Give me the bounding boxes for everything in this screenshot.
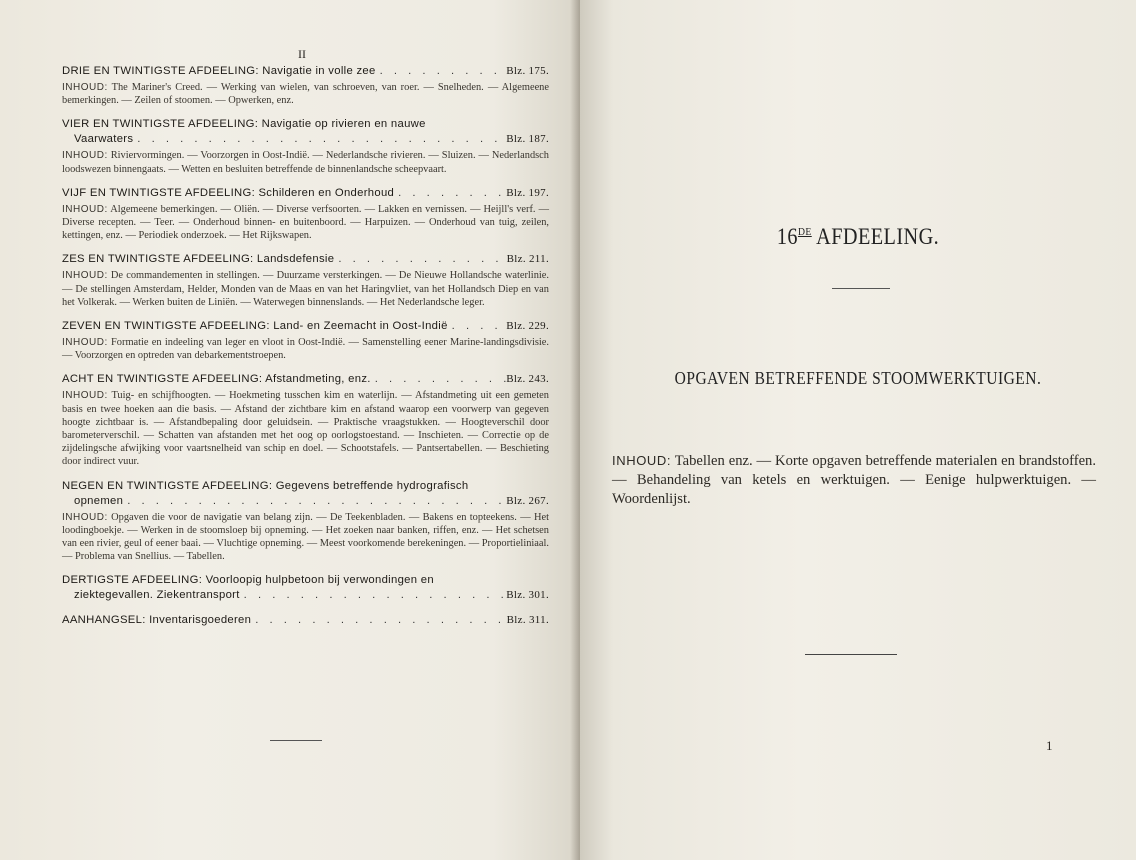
inhoud-label: INHOUD: <box>612 453 672 468</box>
divider-rule <box>270 740 322 741</box>
toc-entry-title-continued <box>62 588 549 603</box>
dot-leader <box>448 319 507 334</box>
toc-entry <box>62 252 549 309</box>
toc-entry-title-line2: Vaarwaters <box>74 133 134 146</box>
section-title <box>613 224 1102 250</box>
title-divider <box>832 288 890 289</box>
inhoud-label: INHOUD: <box>62 150 108 162</box>
toc-entry-title: DRIE EN TWINTIGSTE AFDEELING: Navigatie in volle zee <box>62 65 376 77</box>
toc-entry-page: Blz. 187. <box>506 133 549 146</box>
toc-entry-heading <box>62 186 549 201</box>
toc-entry-contents <box>62 203 549 243</box>
toc-entry-page: Blz. 175. <box>506 65 549 77</box>
toc-entry-description: De commandementen in stellingen. — Duurzame versterkingen. — De Nieuwe Hollandsche waterlinie. — De stellingen Amsterdam, Helder, Monden van de Maas en van het Haringvliet, van het Hollandsch Diep en van het Volkerak. — Werken buiten de Liniën. — Waterwegen binnenslands. — Het Nederlandsche leger. <box>62 270 549 308</box>
toc-entry-heading <box>62 117 549 147</box>
section-subtitle: OPGAVEN BETREFFENDE STOOMWERKTUIGEN. <box>674 368 1042 388</box>
inhoud-label: INHOUD: <box>62 390 108 402</box>
toc-entry-title: VIER EN TWINTIGSTE AFDEELING: Navigatie op rivieren en nauwe <box>62 118 426 131</box>
section-number-suffix: DE <box>797 226 812 238</box>
toc-entry <box>62 186 549 243</box>
toc-entry-heading <box>62 613 549 628</box>
inhoud-label: INHOUD: <box>62 82 108 93</box>
toc-entry-title-continued <box>62 494 549 509</box>
toc-entry-title: NEGEN EN TWINTIGSTE AFDEELING: Gegevens betreffende hydrografisch <box>62 479 469 492</box>
toc-entry-heading <box>62 573 549 603</box>
dot-leader <box>123 494 506 509</box>
toc-entry <box>62 573 549 603</box>
toc-entry-page: Blz. 267. <box>506 494 549 507</box>
closing-divider <box>805 654 897 655</box>
dot-leader <box>334 252 506 267</box>
toc-entry-title: AANHANGSEL: Inventarisgoederen <box>62 614 252 627</box>
toc-entry-title: DERTIGSTE AFDEELING: Voorloopig hulpbetoon bij verwondingen en <box>62 574 434 587</box>
toc-entry-heading <box>62 372 549 387</box>
dot-leader <box>376 64 507 79</box>
toc-entry-page: Blz. 211. <box>506 253 549 266</box>
toc-entry-heading <box>62 319 549 334</box>
dot-leader <box>133 132 506 147</box>
toc-entry-heading <box>62 64 549 79</box>
toc-entry-title: VIJF EN TWINTIGSTE AFDEELING: Schilderen en Onderhoud <box>62 186 395 199</box>
toc-entry-title-line2: opnemen <box>74 494 124 507</box>
dot-leader <box>394 186 506 201</box>
toc-entry-contents <box>62 511 549 564</box>
section-contents <box>612 452 1096 508</box>
toc-entry-contents <box>62 336 549 362</box>
toc-entry-page: Blz. 301. <box>506 589 549 602</box>
toc-entry-description: Tuig- en schijfhoogten. — Hoekmeting tusschen kim en waterlijn. — Afstandmeting uit een gemeten basis en twee hoeken aan die basis. — Afstand der zichtbare kim en afstand waarop een voorwerp van gegeven hoogte zichtbaar is. — Afstandbepaling door geluidsein. — Praktische vraagstukken. — Hoogteverschil door barometerverschil. — Schatten van afstanden met het oog op oorlogstoestand. — Inschieten. — Correctie op de zijdelingsche afwijking voor vaartsnelheid van schip en doel. — Schootstafels. — Pantsertabellen. — Beschieting door indirect vuur. <box>62 390 549 468</box>
toc-entry-description: Opgaven die voor de navigatie van belang zijn. — De Teekenbladen. — Bakens en topteekens. — Het loodingboekje. — Werken in de stoomsloep bij opneming. — Het zoeken naar banken, riffen, enz. — Het schetsen van een rivier, geul of eener baai. — Vluchtige opneming. — Meest voorkomende berekeningen. — Proportieliniaal. — Problema van Snellius. — Tabellen. <box>62 511 549 563</box>
page-number-top: II <box>298 47 306 61</box>
toc-entry-page: Blz. 229. <box>506 320 549 333</box>
toc-entry-description: Algemeene bemerkingen. — Oliën. — Diverse verfsoorten. — Lakken en vernissen. — Heijll's verf. — Diverse recepten. — Teer. — Onderhoud binnen- en buitenboord. — Harpuizen. — Onderhoud van tuig, zeilen, kettingen, enz. — Periodiek onderzoek. — Het Rijkswapen. <box>62 203 549 242</box>
toc-entry-contents <box>62 389 549 468</box>
inhoud-text: Tabellen enz. — Korte opgaven betreffende materialen en brandstoffen. — Behandeling van ketels en werktuigen. — Eenige hulpwerktuigen. — Woordenlijst. <box>612 453 1097 507</box>
page-number-bottom: 1 <box>1046 738 1053 753</box>
toc-entry-title-line2: ziektegevallen. Ziekentransport <box>74 589 240 602</box>
toc-entry-page: Blz. 243. <box>506 373 549 386</box>
section-word: AFDEELING. <box>816 224 940 249</box>
toc-entry-contents <box>62 149 549 175</box>
dot-leader <box>251 613 506 628</box>
toc-entry-heading <box>62 252 549 267</box>
toc-entry-contents <box>62 81 549 107</box>
toc-entry-contents <box>62 269 549 309</box>
toc-entry-description: The Mariner's Creed. — Werking van wielen, van schroeven, van roer. — Snelheden. — Algemeene bemerkingen. — Zeilen of stoomen. — Opwerken, enz. <box>62 82 549 107</box>
toc-entry-title: ZEVEN EN TWINTIGSTE AFDEELING: Land- en Zeemacht in Oost-Indië <box>62 320 448 333</box>
toc-entry <box>62 479 549 564</box>
toc-entry-page: Blz. 311. <box>506 614 549 627</box>
toc-entry <box>62 319 549 362</box>
toc-entry-description: Riviervormingen. — Voorzorgen in Oost-Indië. — Nederlandsche rivieren. — Sluizen. — Nederlandsch loodswezen binnengaats. — Wetten en besluiten betreffende de binnenlandsche scheepvaart. <box>62 150 549 175</box>
table-of-contents <box>62 64 549 638</box>
toc-entry-title: ZES EN TWINTIGSTE AFDEELING: Landsdefensie <box>62 253 335 266</box>
inhoud-label: INHOUD: <box>62 511 108 523</box>
toc-entry-page: Blz. 197. <box>506 186 549 199</box>
inhoud-label: INHOUD: <box>62 203 108 215</box>
toc-entry-heading <box>62 479 549 509</box>
toc-entry-title: ACHT EN TWINTIGSTE AFDEELING: Afstandmeting, enz. <box>62 373 371 386</box>
toc-entry <box>62 613 549 628</box>
toc-entry-description: Formatie en indeeling van leger en vloot in Oost-Indië. — Samenstelling eener Marine-landingsdivisie. — Voorzorgen en optreden van debarkementstroepen. <box>62 337 549 362</box>
right-page <box>580 0 1136 860</box>
dot-leader <box>371 372 507 387</box>
toc-entry <box>62 64 549 107</box>
inhoud-label: INHOUD: <box>62 270 108 282</box>
dot-leader <box>240 588 507 603</box>
toc-entry-title-continued <box>62 132 549 147</box>
inhoud-label: INHOUD: <box>62 337 108 349</box>
toc-entry <box>62 372 549 468</box>
toc-entry <box>62 117 549 175</box>
section-number: 16 <box>776 224 798 249</box>
